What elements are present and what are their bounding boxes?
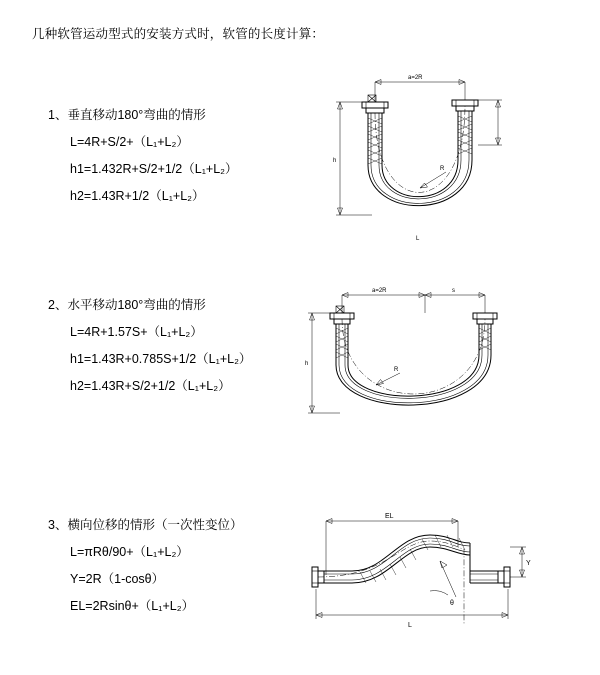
section-1-title: 1、垂直移动180°弯曲的情形 [48,108,206,122]
section-3-formula-1: L=πRθ/90+（L₁+L₂） [70,545,189,559]
svg-text:a=2R: a=2R [372,288,387,294]
figure-vertical-180 [300,70,550,270]
section-3-formula-2: Y=2R（1-cosθ） [70,572,165,586]
svg-text:s: s [452,288,455,294]
svg-text:EL: EL [385,513,394,520]
figure-horizontal-180 [300,285,550,445]
section-3-title: 3、横向位移的情形（一次性变位） [48,518,243,532]
section-2-formula-2: h1=1.43R+0.785S+1/2（L₁+L₂） [70,352,252,366]
section-1-formula-1: L=4R+S/2+（L₁+L₂） [70,135,189,149]
svg-text:L: L [416,236,420,242]
section-1-formula-2: h1=1.432R+S/2+1/2（L₁+L₂） [70,162,238,176]
section-2-formula-3: h2=1.43R+S/2+1/2（L₁+L₂） [70,379,231,393]
page-title: 几种软管运动型式的安装方式时，软管的长度计算： [32,27,325,41]
section-2-formula-1: L=4R+1.57S+（L₁+L₂） [70,325,203,339]
svg-text:R: R [440,166,445,172]
section-3-text [48,515,308,623]
svg-text:θ: θ [450,600,454,607]
svg-text:a=2R: a=2R [408,75,423,81]
svg-text:h: h [333,158,337,164]
svg-text:Y: Y [526,560,531,567]
section-3-formula-3: EL=2Rsinθ+（L₁+L₂） [70,599,195,613]
section-1-formula-3: h2=1.43R+1/2（L₁+L₂） [70,189,205,203]
section-2-text [48,295,308,403]
svg-text:R: R [394,367,399,373]
svg-text:h: h [305,361,309,367]
section-2-title: 2、水平移动180°弯曲的情形 [48,298,206,312]
svg-text:L: L [408,622,412,629]
figure-lateral-offset [290,505,550,635]
section-1-text [48,105,308,213]
